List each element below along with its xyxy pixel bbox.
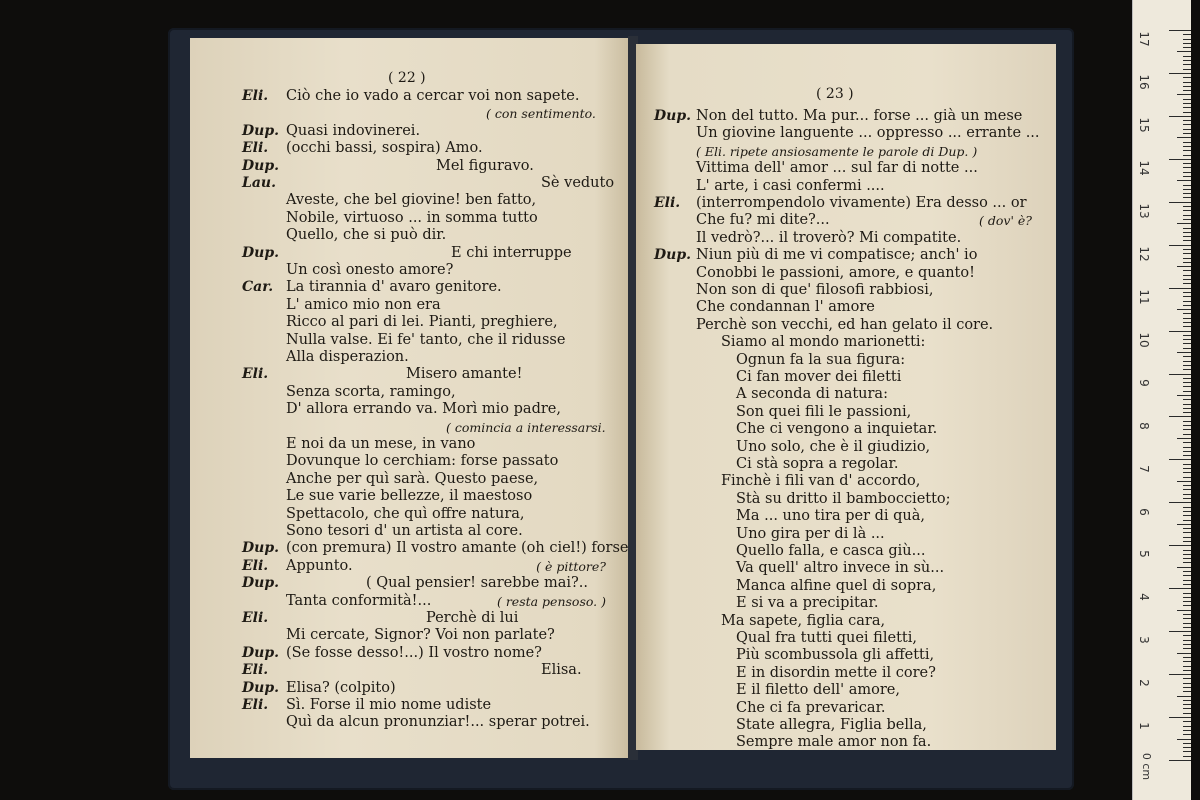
text-line: ( con sentimento.: [486, 106, 596, 122]
ruler-tick: [1177, 653, 1191, 654]
ruler-tick: [1183, 82, 1191, 83]
ruler-tick: [1177, 352, 1191, 353]
ruler-tick: [1183, 343, 1191, 344]
ruler-tick: [1169, 502, 1191, 503]
text-line: Qual fra tutti quei filetti,: [736, 630, 917, 646]
ruler-number: 10: [1137, 332, 1151, 348]
text-line: Nulla valse. Ei fe' tanto, che il ridusse: [286, 331, 566, 348]
text-line: Alla disperazion.: [286, 349, 409, 365]
ruler-tick: [1169, 545, 1191, 546]
speaker-label: Dup.: [242, 575, 279, 592]
ruler-tick: [1183, 279, 1191, 280]
ruler-number: 14: [1137, 160, 1151, 176]
ruler-tick: [1183, 597, 1191, 598]
ruler-tick: [1183, 558, 1191, 559]
ruler-tick: [1177, 266, 1191, 267]
speaker-label: Lau.: [242, 175, 276, 191]
ruler-tick: [1183, 640, 1191, 641]
ruler-tick: [1183, 382, 1191, 383]
text-line: E il filetto dell' amore,: [736, 682, 900, 699]
ruler-tick: [1183, 666, 1191, 667]
speaker-label: Eli.: [242, 610, 269, 626]
text-line: Non son di que' filosofi rabbiosi,: [696, 282, 934, 298]
ruler-tick: [1183, 39, 1191, 40]
ruler-tick: [1183, 197, 1191, 198]
ruler-tick: [1183, 408, 1191, 409]
ruler-tick: [1183, 228, 1191, 229]
ruler-tick: [1183, 60, 1191, 61]
ruler-tick: [1183, 86, 1191, 87]
left-page-number: ( 22 ): [388, 70, 426, 86]
ruler-tick: [1183, 219, 1191, 220]
ruler-tick: [1183, 124, 1191, 125]
ruler-tick: [1183, 678, 1191, 679]
ruler-tick: [1183, 365, 1191, 366]
ruler-number: 15: [1137, 117, 1151, 133]
ruler-tick: [1183, 120, 1191, 121]
text-line: Quello falla, e casca giù...: [736, 543, 926, 559]
ruler-number: 8: [1137, 421, 1151, 430]
ruler-tick: [1177, 309, 1191, 310]
ruler-tick: [1183, 730, 1191, 731]
measuring-ruler: [1132, 0, 1191, 800]
ruler-number: 2: [1137, 679, 1151, 688]
ruler-tick: [1183, 253, 1191, 254]
ruler-tick: [1183, 369, 1191, 370]
text-line: Ricco al pari di lei. Pianti, preghiere,: [286, 314, 558, 331]
ruler-tick: [1177, 180, 1191, 181]
ruler-tick: [1183, 155, 1191, 156]
ruler-tick: [1183, 554, 1191, 555]
ruler-number: 16: [1137, 74, 1151, 90]
ruler-tick: [1183, 605, 1191, 606]
text-line: Uno solo, che è il giudizio,: [736, 438, 931, 455]
ruler-tick: [1183, 468, 1191, 469]
speaker-label: Eli.: [242, 366, 269, 383]
ruler-tick: [1183, 687, 1191, 688]
ruler-tick: [1177, 94, 1191, 95]
ruler-tick: [1183, 447, 1191, 448]
ruler-tick: [1183, 103, 1191, 104]
ruler-tick: [1183, 163, 1191, 164]
ruler-tick: [1183, 412, 1191, 413]
text-line: ( Eli. ripete ansiosamente le parole di Dup. ): [696, 143, 978, 159]
text-line: E in disordin mette il core?: [736, 664, 936, 681]
ruler-tick: [1183, 532, 1191, 533]
ruler-tick: [1183, 657, 1191, 658]
ruler-tick: [1177, 610, 1191, 611]
ruler-tick: [1183, 107, 1191, 108]
ruler-tick: [1183, 335, 1191, 336]
ruler-tick: [1183, 494, 1191, 495]
ruler-tick: [1183, 185, 1191, 186]
text-line: ( Qual pensier! sarebbe mai?..: [366, 575, 588, 592]
ruler-tick: [1183, 425, 1191, 426]
ruler-tick: [1183, 515, 1191, 516]
text-line: Che ci vengono a inquietar.: [736, 421, 938, 438]
ruler-number: 1: [1137, 722, 1151, 731]
ruler-tick: [1183, 743, 1191, 744]
text-line: La tirannia d' avaro genitore.: [286, 279, 502, 296]
text-line: L' amico mio non era: [286, 296, 441, 313]
text-line: Senza scorta, ramingo,: [286, 383, 456, 400]
ruler-tick: [1177, 696, 1191, 697]
ruler-number: 11: [1137, 289, 1151, 305]
ruler-tick: [1183, 99, 1191, 100]
text-line: Appunto.: [286, 557, 353, 574]
ruler-tick: [1183, 464, 1191, 465]
text-line: Misero amante!: [406, 366, 523, 383]
ruler-tick: [1183, 575, 1191, 576]
ruler-tick: [1169, 30, 1191, 31]
stage-direction: ( resta pensoso. ): [496, 593, 606, 609]
ruler-number: 17: [1137, 31, 1151, 47]
ruler-tick: [1177, 137, 1191, 138]
text-line: Perchè di lui: [426, 610, 519, 626]
ruler-tick: [1183, 150, 1191, 151]
text-line: Che condannan l' amore: [696, 299, 875, 316]
ruler-tick: [1183, 77, 1191, 78]
ruler-tick: [1183, 429, 1191, 430]
ruler-tick: [1169, 374, 1191, 375]
text-line: (con premura) Il vostro amante (oh ciel!) forse: [286, 540, 629, 557]
ruler-number: 3: [1137, 636, 1151, 645]
ruler-tick: [1183, 240, 1191, 241]
ruler-number: 4: [1137, 593, 1151, 602]
speaker-label: Dup.: [654, 108, 691, 124]
text-line: Mel figuravo.: [436, 157, 534, 174]
speaker-label: Dup.: [242, 244, 279, 261]
text-line: Quì da alcun pronunziar!... sperar potrei.: [286, 714, 590, 731]
ruler-tick: [1183, 442, 1191, 443]
ruler-number: 5: [1137, 550, 1151, 559]
ruler-tick: [1183, 283, 1191, 284]
text-line: Quasi indovinerei.: [286, 122, 421, 139]
stage-direction: ( dov' è?: [979, 213, 1032, 229]
ruler-tick: [1183, 721, 1191, 722]
ruler-tick: [1169, 631, 1191, 632]
ruler-tick: [1177, 395, 1191, 396]
ruler-tick: [1183, 296, 1191, 297]
text-line: Che fu? mi dite?...: [696, 212, 830, 229]
ruler-tick: [1177, 524, 1191, 525]
ruler-tick: [1183, 301, 1191, 302]
ruler-tick: [1183, 708, 1191, 709]
text-line: State allegra, Figlia bella,: [736, 717, 927, 733]
ruler-tick: [1183, 537, 1191, 538]
ruler-tick: [1183, 489, 1191, 490]
ruler-tick: [1183, 313, 1191, 314]
ruler-tick: [1169, 73, 1191, 74]
ruler-tick: [1183, 176, 1191, 177]
ruler-tick: [1183, 215, 1191, 216]
ruler-tick: [1183, 64, 1191, 65]
text-line: Le sue varie bellezze, il maestoso: [286, 488, 533, 505]
ruler-tick: [1183, 210, 1191, 211]
ruler-tick: [1183, 691, 1191, 692]
text-line: Che ci fa prevaricar.: [736, 699, 886, 716]
text-line: Sempre male amor non fa.: [736, 734, 932, 750]
text-line: Perchè son vecchi, ed han gelato il core.: [696, 316, 994, 333]
text-line: Son quei fili le passioni,: [736, 403, 912, 420]
text-line: Ma ... uno tira per di quà,: [736, 508, 926, 525]
text-line: (interrompendolo vivamente) Era desso ... or: [696, 195, 1027, 211]
text-line: Sè veduto: [541, 175, 615, 191]
ruler-tick: [1183, 270, 1191, 271]
speaker-label: Eli.: [654, 195, 681, 211]
ruler-unit: 0 cm: [1140, 752, 1154, 781]
ruler-tick: [1183, 292, 1191, 293]
text-line: Vittima dell' amor ... sul far di notte ...: [696, 160, 978, 177]
ruler-tick: [1183, 661, 1191, 662]
text-line: (occhi bassi, sospira) Amo.: [286, 140, 483, 157]
speaker-label: Dup.: [242, 157, 279, 174]
ruler-tick: [1169, 159, 1191, 160]
text-line: Elisa? (colpito): [286, 679, 396, 696]
ruler-tick: [1183, 258, 1191, 259]
text-line: Conobbi le passioni, amore, e quanto!: [696, 264, 975, 281]
text-line: Spettacolo, che quì offre natura,: [286, 505, 525, 522]
ruler-tick: [1183, 262, 1191, 263]
ruler-tick: [1183, 683, 1191, 684]
ruler-tick: [1183, 322, 1191, 323]
ruler-tick: [1183, 498, 1191, 499]
ruler-tick: [1183, 339, 1191, 340]
ruler-tick: [1183, 623, 1191, 624]
ruler-tick: [1183, 193, 1191, 194]
text-line: Ma sapete, figlia cara,: [721, 612, 886, 629]
ruler-tick: [1169, 116, 1191, 117]
text-line: Anche per quì sarà. Questo paese,: [286, 470, 539, 487]
ruler-tick: [1183, 399, 1191, 400]
text-line: D' allora errando va. Morì mio padre,: [286, 401, 561, 418]
ruler-tick: [1169, 331, 1191, 332]
text-line: Ci stà sopra a regolar.: [736, 456, 899, 472]
ruler-tick: [1183, 528, 1191, 529]
ruler-tick: [1183, 133, 1191, 134]
ruler-tick: [1183, 511, 1191, 512]
ruler-tick: [1183, 700, 1191, 701]
text-line: Stà su dritto il bamboccietto;: [736, 490, 951, 507]
text-line: E noi da un mese, in vano: [286, 436, 476, 452]
ruler-tick: [1169, 674, 1191, 675]
ruler-tick: [1177, 739, 1191, 740]
ruler-tick: [1183, 601, 1191, 602]
ruler-tick: [1183, 751, 1191, 752]
text-line: Nobile, virtuoso ... in somma tutto: [286, 209, 538, 226]
ruler-tick: [1169, 760, 1191, 761]
ruler-tick: [1183, 644, 1191, 645]
speaker-label: Dup.: [242, 679, 279, 696]
text-line: Aveste, che bel giovine! ben fatto,: [286, 192, 537, 209]
text-line: A seconda di natura:: [736, 386, 888, 403]
text-line: Non del tutto. Ma pur... forse ... già un mese: [696, 108, 1023, 124]
stage-direction: ( è pittore?: [536, 558, 606, 574]
text-line: Niun più di me vi compatisce; anch' io: [696, 247, 978, 264]
ruler-tick: [1183, 520, 1191, 521]
ruler-tick: [1169, 588, 1191, 589]
speaker-label: Eli.: [242, 88, 269, 104]
ruler-tick: [1183, 47, 1191, 48]
ruler-tick: [1183, 275, 1191, 276]
ruler-tick: [1183, 232, 1191, 233]
ruler-tick: [1183, 571, 1191, 572]
ruler-tick: [1183, 90, 1191, 91]
ruler-tick: [1183, 472, 1191, 473]
ruler-tick: [1169, 416, 1191, 417]
text-line: ( comincia a interessarsi.: [446, 419, 606, 435]
ruler-tick: [1183, 485, 1191, 486]
ruler-tick: [1177, 51, 1191, 52]
text-line: Va quell' altro invece in sù...: [736, 560, 945, 577]
ruler-number: 6: [1137, 507, 1151, 516]
ruler-tick: [1183, 172, 1191, 173]
ruler-tick: [1177, 567, 1191, 568]
ruler-tick: [1183, 580, 1191, 581]
text-line: Mi cercate, Signor? Voi non parlate?: [286, 627, 555, 644]
ruler-tick: [1183, 726, 1191, 727]
ruler-tick: [1183, 734, 1191, 735]
ruler-tick: [1169, 245, 1191, 246]
speaker-label: Dup.: [242, 540, 279, 557]
ruler-tick: [1183, 348, 1191, 349]
ruler-number: 13: [1137, 203, 1151, 219]
text-line: Dovunque lo cerchiam: forse passato: [286, 453, 559, 470]
ruler-tick: [1183, 584, 1191, 585]
ruler-tick: [1183, 627, 1191, 628]
text-line: Manca alfine quel di sopra,: [736, 577, 937, 594]
ruler-tick: [1183, 421, 1191, 422]
text-line: Ognun fa la sua figura:: [736, 351, 906, 368]
ruler-tick: [1183, 507, 1191, 508]
ruler-tick: [1183, 635, 1191, 636]
ruler-tick: [1183, 614, 1191, 615]
ruler-number: 9: [1137, 378, 1151, 387]
text-line: Ci fan mover dei filetti: [736, 369, 902, 385]
ruler-tick: [1183, 146, 1191, 147]
ruler-tick: [1183, 451, 1191, 452]
text-line: Il vedrò?... il troverò? Mi compatite.: [696, 229, 962, 246]
ruler-tick: [1183, 747, 1191, 748]
text-line: Ciò che io vado a cercar voi non sapete.: [286, 88, 580, 104]
ruler-tick: [1183, 378, 1191, 379]
text-line: Tanta conformità!...: [286, 592, 432, 609]
speaker-label: Dup.: [242, 122, 279, 139]
ruler-tick: [1183, 670, 1191, 671]
speaker-label: Dup.: [242, 644, 279, 661]
ruler-tick: [1183, 386, 1191, 387]
ruler-tick: [1183, 404, 1191, 405]
left-page: [190, 38, 630, 758]
ruler-tick: [1183, 34, 1191, 35]
ruler-tick: [1183, 318, 1191, 319]
text-line: E chi interruppe: [451, 244, 572, 261]
ruler-tick: [1183, 167, 1191, 168]
speaker-label: Eli.: [242, 140, 269, 157]
ruler-tick: [1183, 477, 1191, 478]
ruler-tick: [1183, 593, 1191, 594]
speaker-label: Eli.: [242, 662, 269, 679]
ruler-tick: [1183, 562, 1191, 563]
text-line: Sono tesori d' un artista al core.: [286, 523, 523, 539]
ruler-number: 12: [1137, 246, 1151, 262]
ruler-tick: [1169, 288, 1191, 289]
ruler-tick: [1183, 704, 1191, 705]
right-page-number: ( 23 ): [816, 86, 854, 102]
speaker-label: Eli.: [242, 697, 269, 713]
ruler-tick: [1183, 69, 1191, 70]
ruler-tick: [1183, 236, 1191, 237]
text-line: L' arte, i casi confermi ....: [696, 177, 885, 194]
ruler-tick: [1183, 206, 1191, 207]
ruler-tick: [1183, 142, 1191, 143]
ruler-tick: [1183, 434, 1191, 435]
ruler-tick: [1183, 305, 1191, 306]
text-line: Uno gira per di là ...: [736, 525, 885, 542]
ruler-tick: [1183, 56, 1191, 57]
ruler-tick: [1177, 438, 1191, 439]
ruler-tick: [1183, 189, 1191, 190]
text-line: Siamo al mondo marionetti:: [721, 334, 926, 351]
ruler-tick: [1183, 391, 1191, 392]
speaker-label: Eli.: [242, 557, 269, 574]
ruler-tick: [1169, 459, 1191, 460]
ruler-tick: [1183, 648, 1191, 649]
text-line: Sì. Forse il mio nome udiste: [286, 697, 492, 713]
text-line: E si va a precipitar.: [736, 595, 879, 612]
right-page: [636, 44, 1056, 750]
ruler-tick: [1183, 618, 1191, 619]
text-line: Un giovine languente ... oppresso ... errante ...: [696, 125, 1040, 142]
ruler-tick: [1183, 249, 1191, 250]
text-line: Elisa.: [541, 662, 582, 679]
text-line: Quello, che si può dir.: [286, 227, 447, 244]
ruler-tick: [1183, 455, 1191, 456]
text-line: Più scombussola gli affetti,: [736, 647, 935, 664]
ruler-tick: [1183, 361, 1191, 362]
ruler-number: 7: [1137, 464, 1151, 473]
ruler-tick: [1183, 550, 1191, 551]
ruler-tick: [1169, 717, 1191, 718]
text-line: Finchè i fili van d' accordo,: [721, 473, 921, 490]
ruler-tick: [1183, 112, 1191, 113]
ruler-tick: [1169, 202, 1191, 203]
ruler-tick: [1183, 326, 1191, 327]
ruler-tick: [1183, 713, 1191, 714]
text-line: (Se fosse desso!...) Il vostro nome?: [286, 644, 542, 661]
ruler-tick: [1183, 129, 1191, 130]
speaker-label: Car.: [242, 279, 274, 296]
ruler-tick: [1177, 481, 1191, 482]
ruler-tick: [1183, 541, 1191, 542]
ruler-tick: [1183, 356, 1191, 357]
ruler-tick: [1183, 43, 1191, 44]
ruler-tick: [1177, 223, 1191, 224]
speaker-label: Dup.: [654, 247, 691, 264]
ruler-tick: [1183, 756, 1191, 757]
text-line: Un così onesto amore?: [286, 262, 454, 278]
